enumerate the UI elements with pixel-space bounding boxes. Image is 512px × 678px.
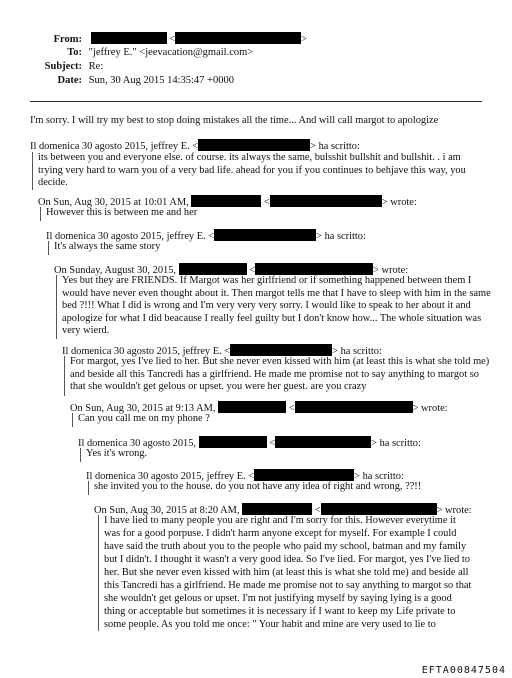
quote-line: have said the truth about you to the people who paid my school, batman and my family (104, 541, 467, 552)
redaction-bar (199, 436, 267, 448)
document-id: EFTA00847504 (421, 665, 506, 676)
quote-line: However this is between me and her (46, 207, 198, 218)
to-value: "jeffrey E." <jeevacation@gmail.com> (88, 47, 254, 58)
quote-intro-text: < (288, 403, 295, 414)
to-row (0, 46, 253, 59)
subject-row (0, 60, 103, 73)
redaction-bar (242, 503, 312, 515)
redaction-bar (254, 469, 354, 481)
redaction-bar (198, 139, 310, 151)
quote-line: It's always the same story (54, 241, 161, 252)
quote-intro-text: > ha scritto: (371, 438, 421, 449)
from-label: From: (53, 34, 82, 45)
quote-line: and beside all this Tancredi has a girlfriend. He made me promise not to say anything to margot so (70, 368, 479, 380)
quote-intro-text: Il domenica 30 agosto 2015, jeffrey E. < (30, 141, 199, 152)
quote-intro-text: < (269, 438, 276, 449)
quote-line: I have lied to many people you are right and I'm sorry for this. However everytime it (104, 515, 456, 526)
date-row (0, 74, 234, 87)
quote-intro-text: > wrote: (436, 505, 472, 516)
quote-line: would have never even thought about it. Then margot tells me that I have to sleep with him in the same (62, 287, 491, 299)
quote-intro-text: > ha scritto: (332, 346, 382, 357)
quote-intro-text: Il domenica 30 agosto 2015, jeffrey E. < (86, 471, 255, 482)
redaction-bar (270, 195, 382, 207)
quote-bar (80, 448, 81, 462)
quote-line: that she wouldn't get gelous or upset. you were her guest. are you crazy (70, 381, 367, 392)
quote-intro-text: < (249, 265, 256, 276)
quote-line: thing or acceptable but sometimes it is necessary if I want to keep my Life private to (104, 606, 456, 617)
redaction-bar (91, 32, 167, 44)
redaction-bar (218, 401, 286, 413)
quote-line: apologize for what I did beacause I really feel guilty but I don't know how... The whole situation was (62, 312, 482, 324)
quote-intro-text: On Sun, Aug 30, 2015 at 8:20 AM, (94, 505, 240, 516)
quote-line: very wierd. (62, 325, 110, 336)
redaction-bar (230, 344, 332, 356)
from-row (0, 32, 307, 46)
quote-line: this Tancredi has a girlfriend. He made me promise not to say anything to margot so that (104, 580, 472, 591)
quote-intro-text: Il domenica 30 agosto 2015, (78, 438, 197, 449)
quote-bar (40, 207, 41, 221)
quote-line: she wouldn't get gelous or upset. I'm not justifying myself by saying lying is a good (104, 593, 452, 604)
redaction-bar (275, 436, 371, 448)
quote-bar (64, 356, 65, 396)
quote-bar (72, 413, 73, 427)
redaction-bar (295, 401, 413, 413)
quote-line: trying very hard to warn you of a very bad life. ahead for you if you continues to behjave this way, you (38, 164, 466, 176)
quote-intro-text: > wrote: (412, 403, 448, 414)
quote-line: was for a good porpuse. I didn't harm anyone except for myself. For example I could (104, 528, 457, 539)
redaction-bar (214, 229, 316, 241)
quote-bar (48, 241, 49, 255)
quote-bar (88, 481, 89, 495)
from-lt: < (169, 34, 176, 45)
subject-label: Subject: (44, 61, 82, 72)
quote-line: decide. (38, 177, 68, 188)
date-value: Sun, 30 Aug 2015 14:35:47 +0000 (88, 75, 234, 86)
quote-bar (32, 152, 33, 190)
quote-line: her. But she never even kissed with him (at least this is what she told me) and beside all (104, 567, 469, 578)
quote-intro-text: Il domenica 30 agosto 2015, jeffrey E. < (46, 231, 215, 242)
header-divider (30, 101, 482, 102)
redaction-bar (191, 195, 261, 207)
quote-line: she invited you to the house. do you not have any idea of right and wrong, ??!! (94, 481, 422, 492)
quote-intro-text: > ha scritto: (354, 471, 404, 482)
quote-line: Yes but they are FRIENDS. If Margot was her girlfriend or if something happened between them I (62, 275, 472, 286)
quote-line: Yes it's wrong. (86, 448, 148, 459)
opening-message: I'm sorry. I will try my best to stop doing mistakes all the time... And will call margot to apologize (30, 115, 439, 126)
quote-intro-text: < (263, 197, 270, 208)
quote-intro-text: Il domenica 30 agosto 2015, jeffrey E. < (62, 346, 231, 357)
from-gt: > (301, 34, 308, 45)
to-label: To: (67, 47, 82, 58)
quote-intro-text: On Sun, Aug 30, 2015 at 10:01 AM, (38, 197, 189, 208)
quote-bar (56, 275, 57, 339)
quote-line: For margot, yes I've lied to her. But she never even kissed with him (at least this is what she told me) (70, 356, 490, 367)
redaction-bar (321, 503, 437, 515)
quote-line: Can you call me on my phone ? (78, 413, 210, 424)
quote-intro-text: > wrote: (373, 265, 409, 276)
quote-intro-text: > ha scritto: (316, 231, 366, 242)
quote-line: bed ?!!! What I did is wrong and I'm very very very sorry. I would like to speak to her about it and (62, 300, 471, 311)
quote-intro-text: On Sun, Aug 30, 2015 at 9:13 AM, (70, 403, 216, 414)
quote-intro-text: < (314, 505, 321, 516)
quote-intro-text: > ha scritto: (310, 141, 360, 152)
redaction-bar (175, 32, 301, 44)
quote-line: but I didn't. I thought it wasn't a very good idea. So I've lied. For margot, yes I've lied to (104, 554, 471, 565)
quote-intro-text: On Sunday, August 30, 2015, (54, 265, 176, 276)
redaction-bar (255, 263, 373, 275)
quote-intro-text: > wrote: (381, 197, 417, 208)
redaction-bar (179, 263, 247, 275)
quote-line: its between you and everyone else. of course. its always the same, bulsshit bullshit and bullshit. . i am (38, 152, 461, 163)
quote-line: some people. As you told me once: " Your habit and mine are very used to lie to (104, 619, 436, 630)
subject-value: Re: (88, 61, 104, 72)
date-label: Date: (57, 75, 82, 86)
quote-bar (98, 515, 99, 631)
